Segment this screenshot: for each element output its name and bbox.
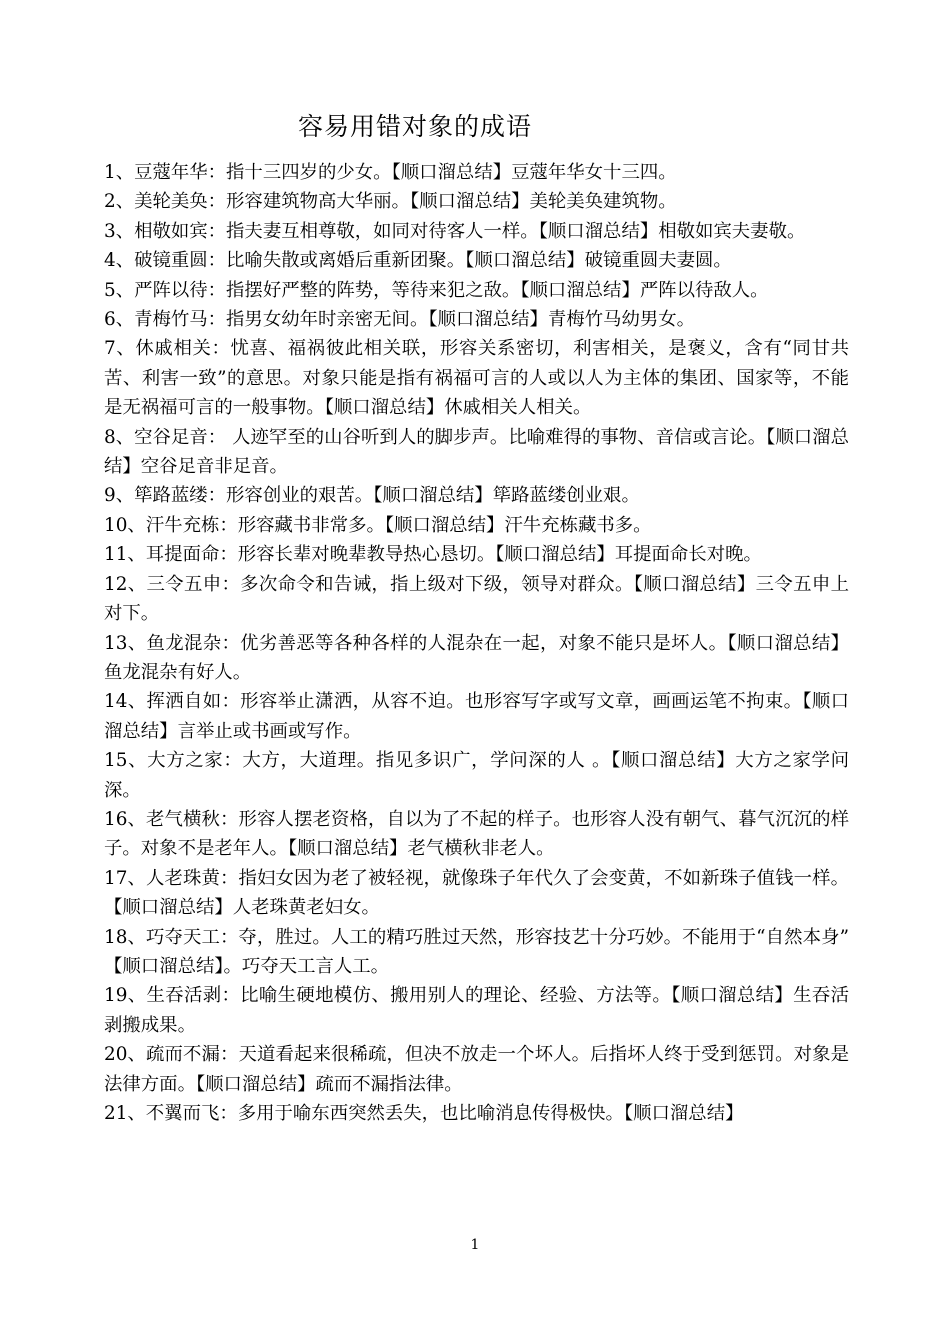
idiom-entry-21: 21、不翼而飞：多用于喻东西突然丢失，也比喻消息传得极快。【顺口溜总结】 (104, 1103, 744, 1124)
idiom-entry-2: 2、美轮美奂：形容建筑物高大华丽。【顺口溜总结】美轮美奂建筑物。 (104, 191, 677, 213)
idiom-entry-13: 13、鱼龙混杂：优劣善恶等各种各样的人混杂在一起，对象不能只是坏人。【顺口溜总结】鱼龙混杂有好人。 (104, 632, 849, 683)
idiom-entry-17: 17、人老珠黄：指妇女因为老了被轻视，就像珠子年代久了会变黄，不如新珠子值钱一样。【顺口溜总结】人老珠黄老妇女。 (104, 867, 849, 919)
idiom-entry-1: 1、豆蔻年华：指十三四岁的少女。【顺口溜总结】豆蔻年华女十三四。 (104, 162, 677, 183)
idiom-entry-16: 16、老气横秋：形容人摆老资格，自以为了不起的样子。也形容人没有朝气、暮气沉沉的样子。对象不是老年人。【顺口溜总结】老气横秋非老人。 (104, 808, 849, 860)
idiom-entry-4: 4、破镜重圆：比喻失散或离婚后重新团聚。【顺口溜总结】破镜重圆夫妻圆。 (104, 250, 732, 272)
idiom-entry-20: 20、疏而不漏：天道看起来很稀疏，但决不放走一个坏人。后指坏人终于受到惩罚。对象是法律方面。【顺口溜总结】疏而不漏指法律。 (104, 1044, 849, 1095)
idiom-entry-9: 9、筚路蓝缕：形容创业的艰苦。【顺口溜总结】筚路蓝缕创业艰。 (104, 485, 640, 507)
idiom-entry-5: 5、严阵以待：指摆好严整的阵势，等待来犯之敌。【顺口溜总结】严阵以待敌人。 (104, 279, 769, 301)
idiom-entry-10: 10、汗牛充栋：形容藏书非常多。【顺口溜总结】汗牛充栋藏书多。 (104, 514, 652, 536)
page-number: 1 (470, 1237, 480, 1253)
idiom-entry-15: 15、大方之家：大方，大道理。指见多识广，学问深的人 。【顺口溜总结】大方之家学问深。 (104, 750, 849, 801)
idiom-entry-18: 18、巧夺天工：夺，胜过。人工的精巧胜过天然，形容技艺十分巧妙。不能用于“自然本身” 【顺口溜总结】。巧夺天工言人工。 (104, 926, 849, 977)
idiom-entry-19: 19、生吞活剥：比喻生硬地模仿、搬用别人的理论、经验、方法等。【顺口溜总结】生吞活剥搬成果。 (104, 985, 849, 1036)
document-title: 容易用错对象的成语 (297, 112, 532, 141)
idiom-entry-12: 12、三令五申：多次命令和告诫，指上级对下级，领导对群众。【顺口溜总结】三令五申上对下。 (104, 573, 849, 625)
idiom-entry-14: 14、挥洒自如：形容举止潇洒，从容不迫。也形容写字或写文章，画画运笔不拘束。【顺口溜总结】言举止或书画或写作。 (104, 691, 849, 742)
idiom-entry-6: 6、青梅竹马：指男女幼年时亲密无间。【顺口溜总结】青梅竹马幼男女。 (104, 309, 696, 331)
idiom-entry-3: 3、相敬如宾：指夫妻互相尊敬，如同对待客人一样。【顺口溜总结】相敬如宾夫妻敬。 (104, 220, 806, 242)
idiom-entry-11: 11、耳提面命：形容长辈对晚辈教导热心恳切。【顺口溜总结】耳提面命长对晚。 (104, 544, 762, 566)
idiom-entry-8: 8、空谷足音： 人迹罕至的山谷听到人的脚步声。比喻难得的事物、音信或言论。【顺口溜总结】空谷足音非足音。 (104, 426, 849, 478)
idiom-entry-7: 7、休戚相关：忧喜、福祸彼此相关联，形容关系密切，利害相关，是褒义，含有“同甘共苦、利害一致”的意思。对象只能是指有祸福可言的人或以人为主体的集团、国家等，不能是无祸福可言的一般事物。【顺口溜总结】休戚相关人相关。 (104, 338, 849, 419)
idiom-list (104, 158, 849, 1128)
